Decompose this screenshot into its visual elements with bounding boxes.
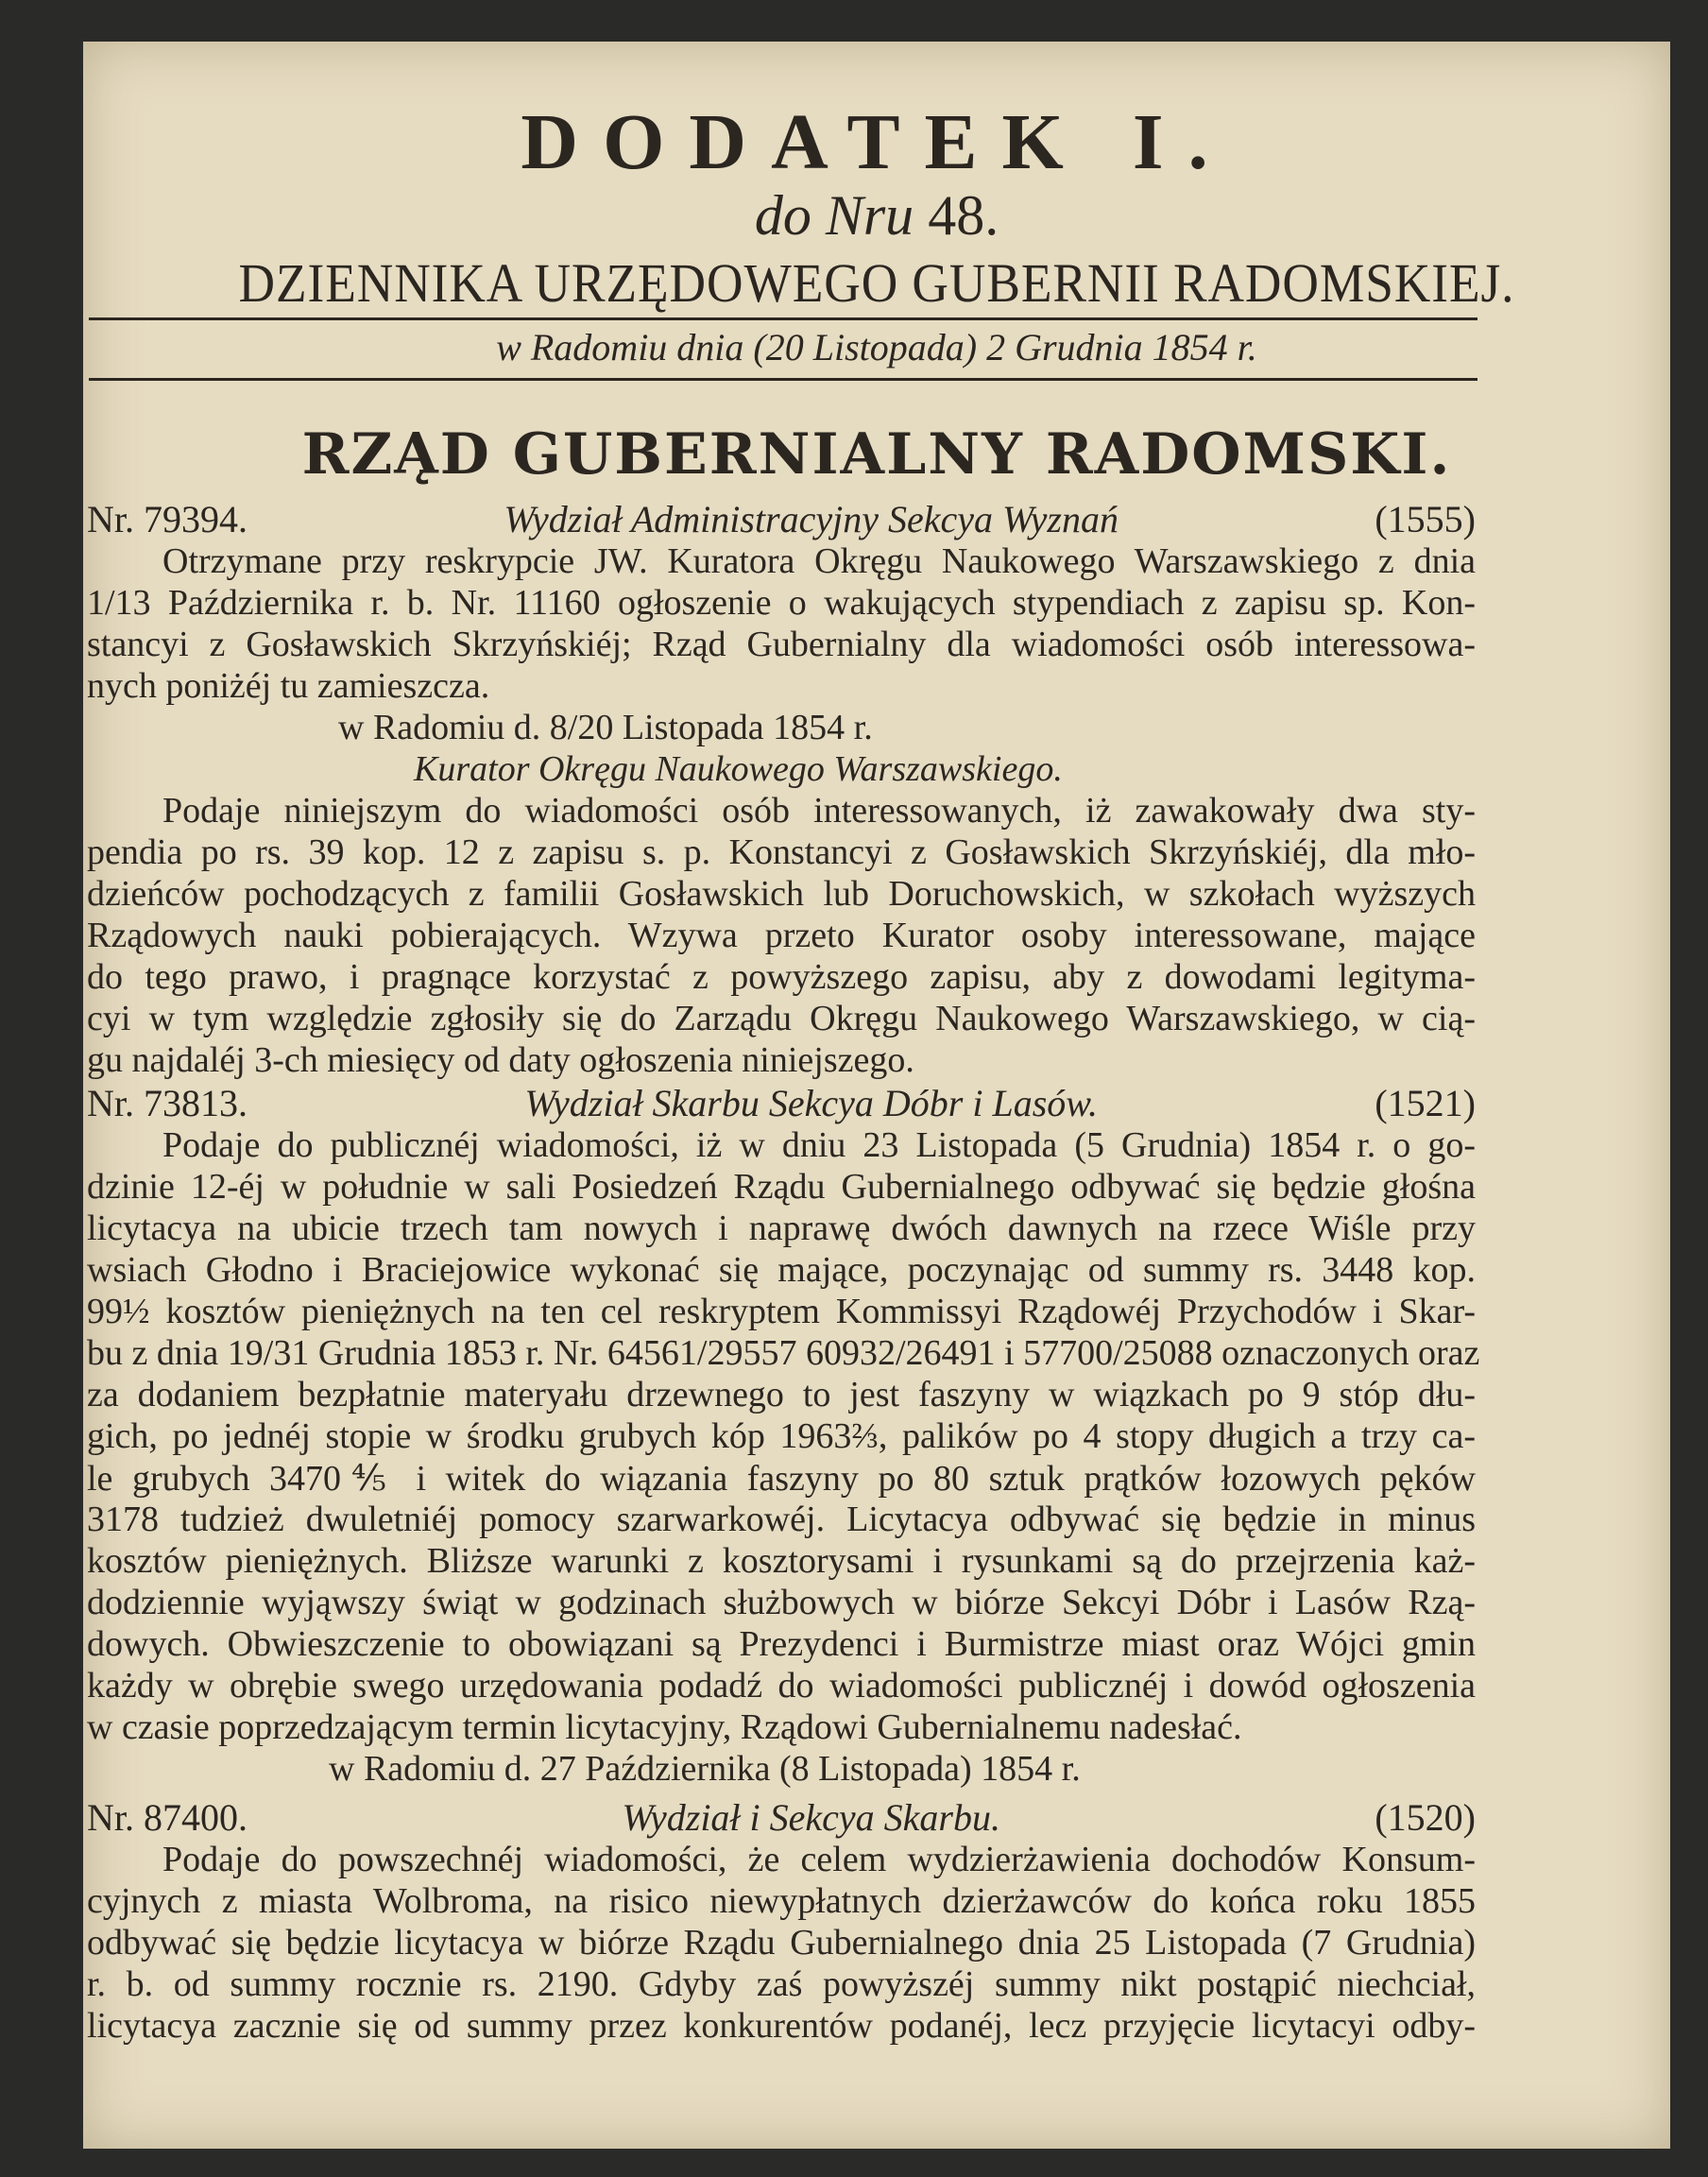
entry-number: Nr. 87400. — [87, 1796, 248, 1839]
body-line: kosztów pieniężnych. Bliższe warunki z kosztorysami i rysunkami są do przejrzenia każ- — [87, 1541, 1476, 1581]
body-line: le grubych 3470⅘ i witek do wiązania faszyny po 80 sztuk prątków łozowych pęków — [87, 1459, 1476, 1499]
issue-number-value: 48. — [928, 184, 999, 247]
entry-header — [87, 1795, 1476, 1839]
page — [83, 42, 1670, 2149]
body-line: bu z dnia 19/31 Grudnia 1853 r. Nr. 64561/29557 60932/26491 i 57700/25088 oznaczonych oraz — [87, 1333, 1480, 1373]
body-line: dowych. Obwieszczenie to obowiązani są Prezydenci i Burmistrze miast oraz Wójci gmin — [87, 1624, 1476, 1664]
body-line: Podaje niniejszym do wiadomości osób interessowanych, iż zawakowały dwa sty- — [162, 791, 1476, 831]
body-line: 3178 tudzież dwuletniéj pomocy szarwarkowéj. Licytacya odbywać się będzie in minus — [87, 1500, 1476, 1539]
body-line: Rządowych nauki pobierających. Wzywa przeto Kurator osoby interessowane, mające — [87, 916, 1476, 955]
entry-department: Wydział Administracyjny Sekcya Wyznań — [504, 498, 1119, 540]
header-rule-bottom — [89, 378, 1477, 381]
body-line: w czasie poprzedzającym termin licytacyjny, Rządowi Gubernialnemu nadesłać. — [87, 1707, 1242, 1747]
header-rule-top — [89, 317, 1477, 320]
body-line: za dodaniem bezpłatnie materyału drzewnego to jest faszyny w wiązkach po 9 stóp dłu- — [87, 1375, 1476, 1414]
body-line: cyi w tym względzie zgłosiły się do Zarządu Okręgu Naukowego Warszawskiego, w cią- — [87, 999, 1476, 1038]
body-line: odbywać się będzie licytacya w biórze Rządu Gubernialnego dnia 25 Listopada (7 Grudnia) — [87, 1923, 1476, 1963]
entry-header — [87, 1081, 1476, 1124]
page-title: DODATEK I. — [521, 98, 1233, 186]
body-line: gu najdaléj 3-ch miesięcy od daty ogłoszenia niniejszego. — [87, 1040, 914, 1080]
entry-ref: (1520) — [1375, 1796, 1476, 1839]
authority: Kurator Okręgu Naukowego Warszawskiego. — [414, 749, 1063, 789]
body-line: 1/13 Października r. b. Nr. 11160 ogłoszenie o wakujących stypendiach z zapisu sp. Kon- — [87, 583, 1476, 623]
dateline: w Radomiu dnia (20 Listopada) 2 Grudnia 1854 r. — [496, 326, 1257, 369]
body-line: licytacya zacznie się od summy przez konkurentów podanéj, lecz przyjęcie licytacyi odby- — [87, 2006, 1476, 2046]
body-line: r. b. od summy rocznie rs. 2190. Gdyby zaś powyższéj summy nikt postąpić niechciał, — [87, 1964, 1476, 2004]
body-line: dodziennie wyjąwszy świąt w godzinach służbowych w biórze Sekcyi Dóbr i Lasów Rzą- — [87, 1583, 1476, 1622]
entry-ref: (1555) — [1375, 498, 1476, 540]
body-line: nych poniżéj tu zamieszcza. — [87, 666, 490, 706]
body-line: 99½ kosztów pieniężnych na ten cel reskryptem Kommissyi Rządowéj Przychodów i Skar- — [87, 1292, 1476, 1331]
body-line: Podaje do publicznéj wiadomości, iż w dniu 23 Listopada (5 Grudnia) 1854 r. o go- — [162, 1125, 1476, 1165]
body-line: każdy w obrębie swego urzędowania podadź do wiadomości publicznéj i dowód ogłoszenia — [87, 1666, 1476, 1706]
entry-number: Nr. 79394. — [87, 498, 248, 540]
issue-prefix: do Nru — [754, 184, 914, 247]
body-line: licytacya na ubicie trzech tam nowych i naprawę dwóch dawnych na rzece Wiśle przy — [87, 1208, 1476, 1248]
body-line: cyjnych z miasta Wolbroma, na risico niewypłatnych dzierżawców do końca roku 1855 — [87, 1881, 1476, 1921]
body-line: wsiach Głodno i Braciejowice wykonać się mające, poczynając od summy rs. 3448 kop. — [87, 1250, 1476, 1290]
entry-department: Wydział Skarbu Sekcya Dóbr i Lasów. — [524, 1082, 1098, 1124]
body-line: dzinie 12-éj w południe w sali Posiedzeń Rządu Gubernialnego odbywać się będzie głośna — [87, 1167, 1476, 1207]
body-line: stancyi z Gosławskich Skrzyńskiéj; Rząd Gubernialny dla wiadomości osób interessowa- — [87, 625, 1476, 664]
body-line: dzieńców pochodzących z familii Gosławskich lub Doruchowskich, w szkołach wyższych — [87, 874, 1476, 914]
issue-number — [83, 183, 1670, 249]
government-heading: RZĄD GUBERNIALNY RADOMSKI. — [301, 421, 1452, 488]
place-date: w Radomiu d. 8/20 Listopada 1854 r. — [338, 708, 873, 747]
body-line: Podaje do powszechnéj wiadomości, że celem wydzierżawienia dochodów Konsum- — [162, 1840, 1476, 1879]
place-date: w Radomiu d. 27 Października (8 Listopada) 1854 r. — [329, 1749, 1081, 1789]
entry-header — [87, 497, 1476, 540]
journal-title: DZIENNIKA URZĘDOWEGO GUBERNII RADOMSKIEJ. — [238, 252, 1515, 314]
body-line: Otrzymane przy reskrypcie JW. Kuratora Okręgu Naukowego Warszawskiego z dnia — [162, 541, 1476, 581]
entry-ref: (1521) — [1375, 1082, 1476, 1124]
entry-department: Wydział i Sekcya Skarbu. — [622, 1796, 1000, 1839]
entry-number: Nr. 73813. — [87, 1082, 248, 1124]
body-line: pendia po rs. 39 kop. 12 z zapisu s. p. Konstancyi z Gosławskich Skrzyńskiéj, dla mło- — [87, 832, 1476, 872]
body-line: do tego prawo, i pragnące korzystać z powyższego zapisu, aby z dowodami legityma- — [87, 957, 1476, 997]
body-line: gich, po jednéj stopie w środku grubych kóp 1963⅔, palików po 4 stopy długich a trzy ca- — [87, 1416, 1476, 1456]
